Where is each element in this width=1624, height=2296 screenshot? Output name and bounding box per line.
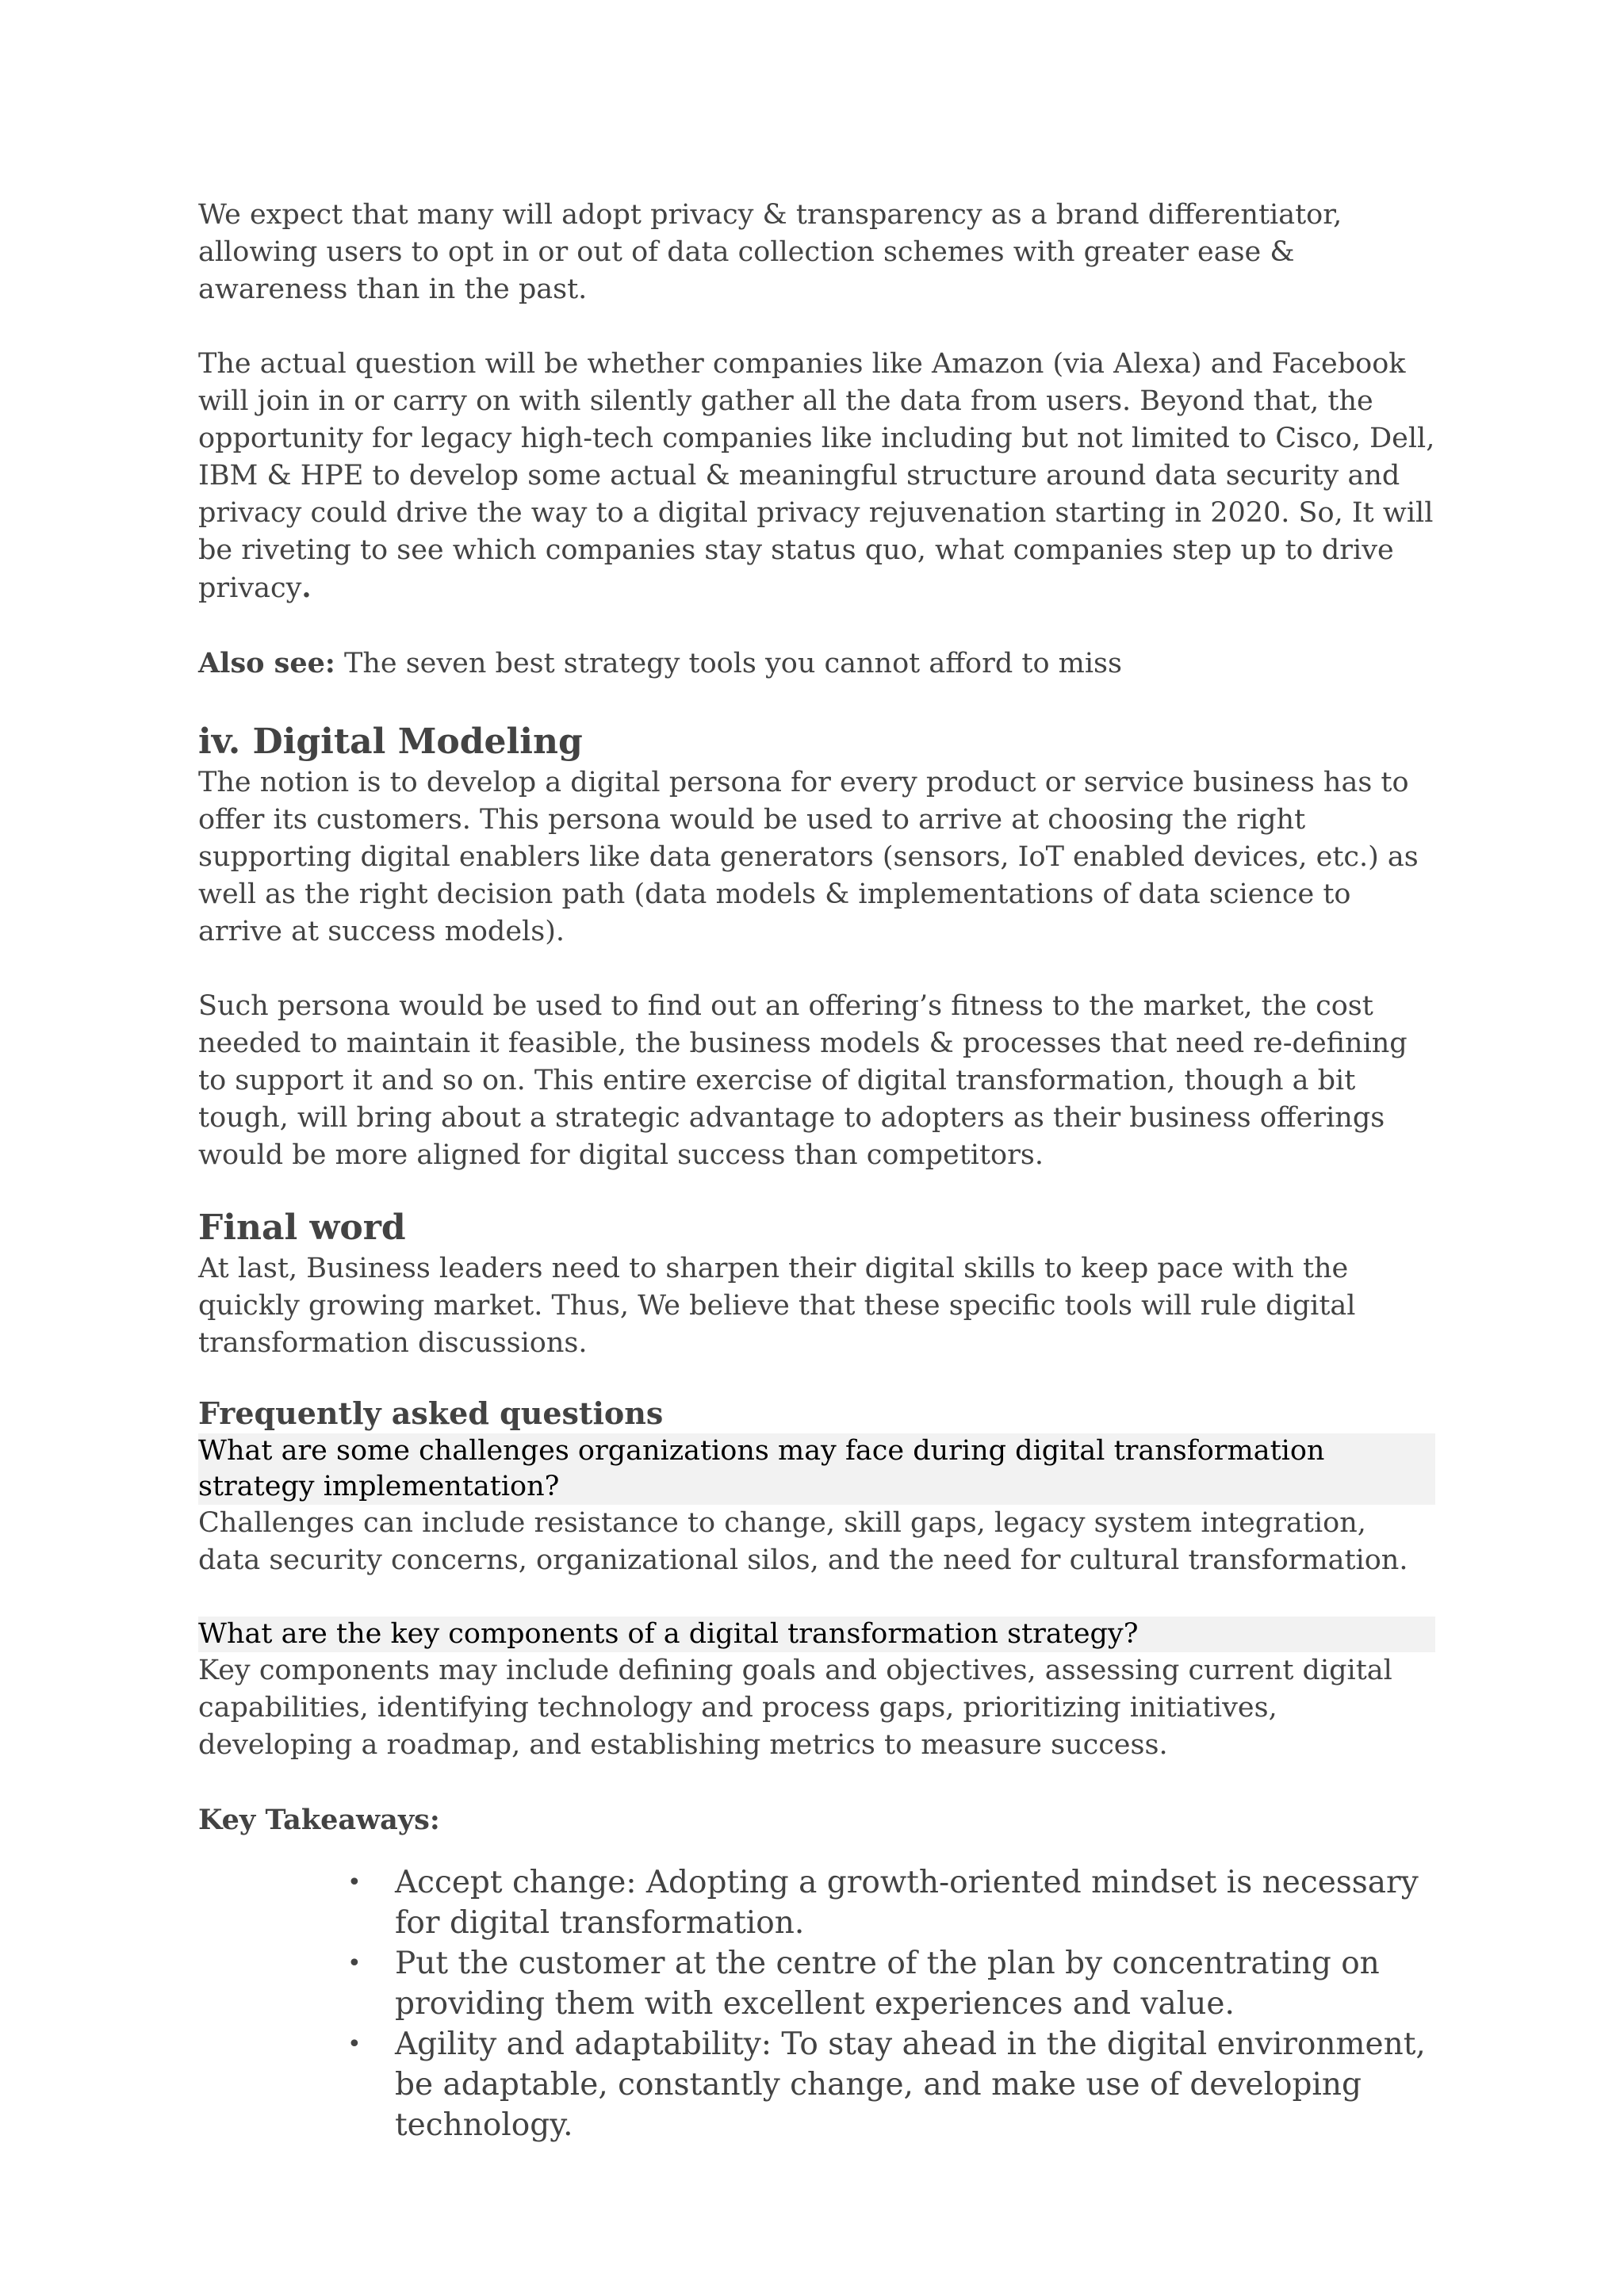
- list-item-text: Accept change: Adopting a growth-oriented mindset is necessary for digital transformation.: [395, 1865, 1419, 1941]
- paragraph-privacy-differentiator: We expect that many will adopt privacy & transparency as a brand differentiator, allowing users to opt in or out of data collection schemes with greater ease & awareness than in the past.: [198, 199, 1342, 305]
- list-item-text: Agility and adaptability: To stay ahead in the digital environment, be adaptable, constantly change, and make use of developing technology.: [395, 2026, 1426, 2143]
- also-see-label: Also see:: [198, 647, 335, 679]
- list-item: [347, 1862, 1435, 1943]
- list-item: [347, 1943, 1435, 2024]
- heading-faq: Frequently asked questions: [198, 1395, 664, 1431]
- paragraph-companies-privacy: [198, 346, 1435, 607]
- heading-final-word: Final word: [198, 1207, 406, 1248]
- bullet-icon: •: [347, 1869, 362, 1896]
- list-item: [347, 2024, 1435, 2145]
- faq-answer: Key components may include defining goals and objectives, assessing current digital capabilities, identifying technology and process gaps, prioritizing initiatives, developing a roadmap, and establishing metrics to measure success.: [198, 1655, 1392, 1761]
- bullet-icon: •: [347, 1950, 362, 1977]
- also-see-link[interactable]: The seven best strategy tools you cannot afford to miss: [335, 648, 1122, 679]
- paragraph-persona-fitness: Such persona would be used to find out an offering’s fitness to the market, the cost needed to maintain it feasible, the business models & processes that need re-defining to support it and so on. This entire exercise of digital transformation, though a bit tough, will bring about a strategic advantage to adopters as their business offerings would be more aligned for digital success than competitors.: [198, 990, 1408, 1171]
- faq-question[interactable]: What are the key components of a digital transformation strategy?: [198, 1617, 1435, 1652]
- heading-digital-modeling: iv. Digital Modeling: [198, 721, 583, 762]
- paragraph-digital-persona: The notion is to develop a digital persona for every product or service business has to offer its customers. This persona would be used to arrive at choosing the right supporting digital enablers like data generators (sensors, IoT enabled devices, etc.) as well as the right decision path (data models & implementations of data science to arrive at success models).: [198, 767, 1419, 947]
- bullet-icon: •: [347, 2030, 362, 2058]
- faq-question[interactable]: What are some challenges organizations may face during digital transformation strategy implementation?: [198, 1433, 1435, 1505]
- takeaways-list: [198, 1862, 1435, 2145]
- paragraph-end-period: .: [301, 572, 312, 604]
- faq-item: [198, 1617, 1435, 1764]
- also-see-line: [198, 645, 1435, 683]
- paragraph-companies-privacy-text: The actual question will be whether companies like Amazon (via Alexa) and Facebook will join in or carry on with silently gather all the data from users. Beyond that, the opportunity for legacy high-tech companies like including but not limited to Cisco, Dell, IBM & HPE to develop some actual & meaningful structure around data security and privacy could drive the way to a digital privacy rejuvenation starting in 2020. So, It will be riveting to see which companies stay status quo, what companies step up to drive privacy: [198, 348, 1435, 604]
- document-page: [198, 197, 1435, 2145]
- list-item-text: Put the customer at the centre of the plan by concentrating on providing them with excellent experiences and value.: [395, 1946, 1380, 2022]
- faq-item: [198, 1433, 1435, 1579]
- heading-key-takeaways: Key Takeaways:: [198, 1804, 440, 1836]
- faq-answer: Challenges can include resistance to change, skill gaps, legacy system integration, data security concerns, organizational silos, and the need for cultural transformation.: [198, 1507, 1408, 1576]
- paragraph-final-word: At last, Business leaders need to sharpen their digital skills to keep pace with the quickly growing market. Thus, We believe that these specific tools will rule digital transformation discussions.: [198, 1253, 1356, 1359]
